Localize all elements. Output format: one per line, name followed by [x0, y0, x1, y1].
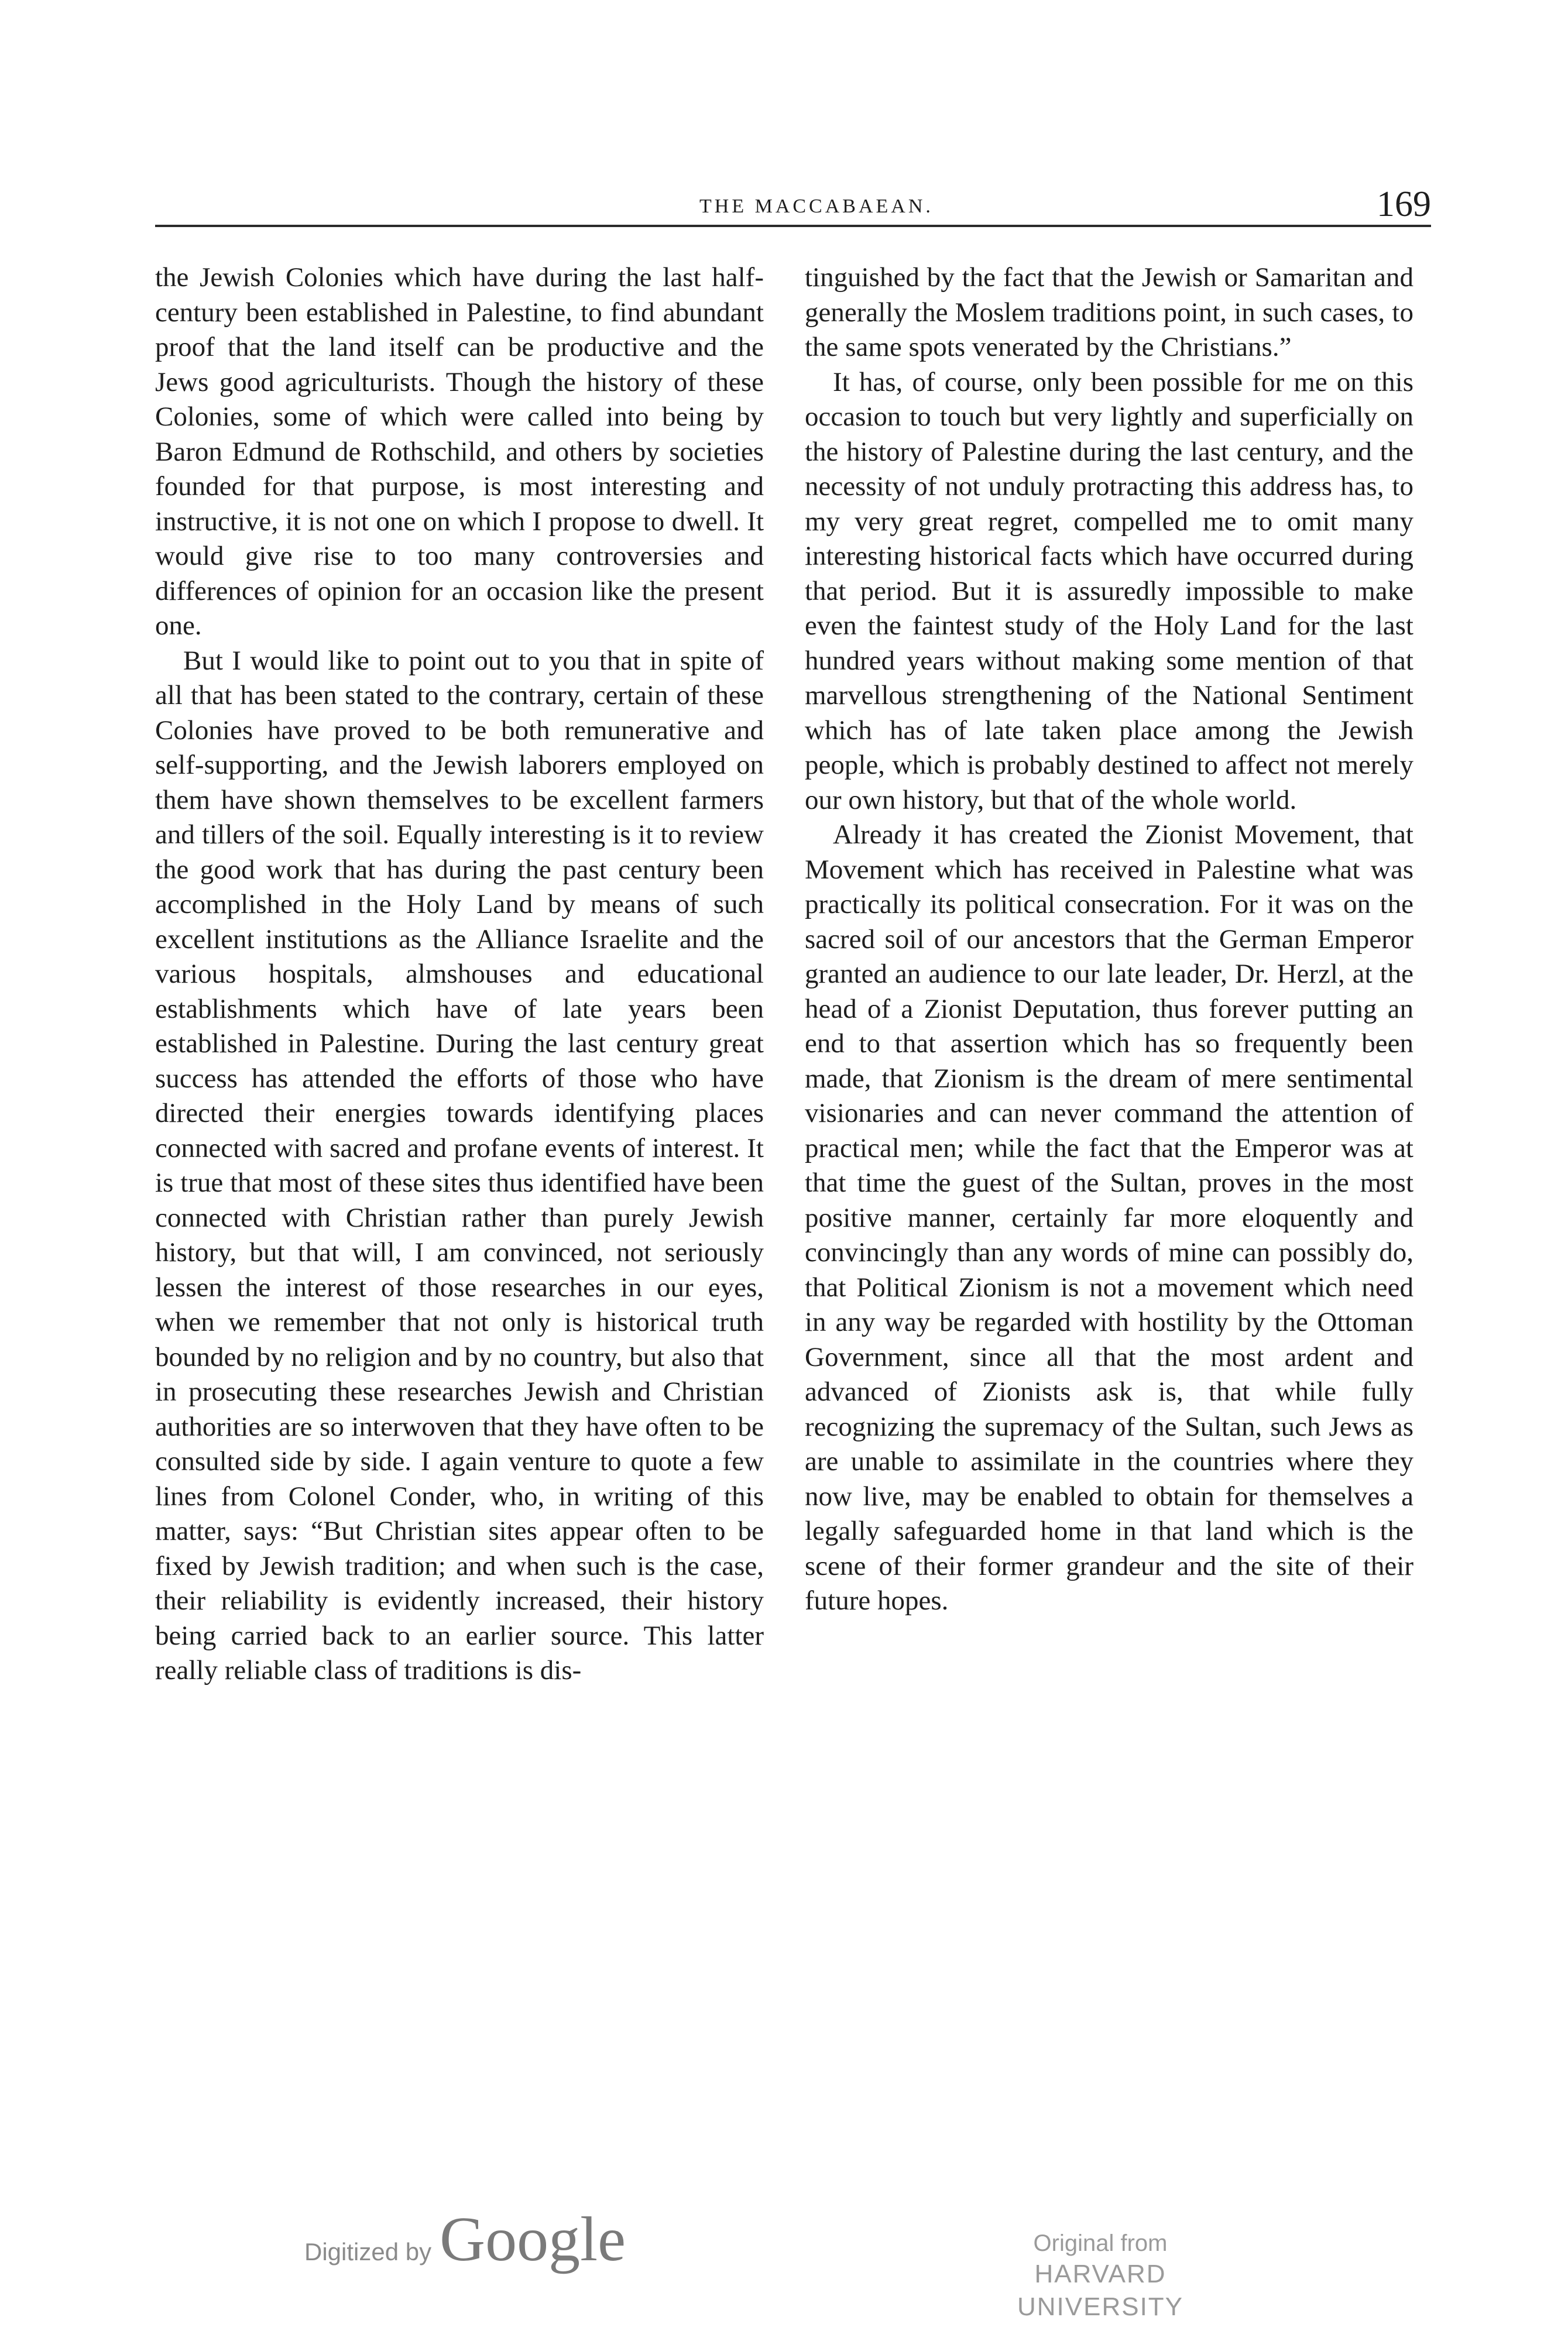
paragraph: tinguished by the fact that the Jewish or Samaritan and generally the Moslem traditions point, in such cases, to the same spots venerated by the Christians.” — [805, 262, 1413, 362]
right-column — [805, 260, 1413, 1619]
institution-label: HARVARD UNIVERSITY — [1017, 2260, 1184, 2321]
left-column — [155, 260, 764, 1688]
paragraph: But I would like to point out to you that in spite of all that has been stated to the contrary, certain of these Colonies have proved to be both remunerative and self-supporting, and the Jewish laborers employed on them have shown themselves to be excellent farmers and tillers of the soil. Equally interesting is it to review the good work that has during the past century been accomplished in the Holy Land by means of such excellent institutions as the Alliance Israelite and the various hospitals, almshouses and educational establishments which have of late years been established in Palestine. During the last century great success has attended the efforts of those who have directed their energies towards identifying places connected with sacred and profane events of interest. It is true that most of these sites thus identified have been connected with Christian rather than purely Jewish history, but that will, I am convinced, not seriously lessen the interest of those researches in our eyes, when we remember that not only is historical truth bounded by no religion and by no country, but also that in prosecuting these researches Jewish and Christian authorities are so interwoven that they have often to be consulted side by side. I again venture to quote a few lines from Colonel Conder, who, in writing of this matter, says: “But Christian sites appear often to be fixed by Jewish tradition; and when such is the case, their reliability is evidently increased, their history being carried back to an earlier source. This latter really reliable class of traditions is dis- — [155, 645, 764, 1686]
paragraph: Already it has created the Zionist Movement, that Movement which has received in Palestine what was practically its political consecration. For it was on the sacred soil of our ancestors that the German Emperor granted an audience to our late leader, Dr. Herzl, at the head of a Zionist Deputation, thus forever putting an end to that assertion which has so frequently been made, that Zionism is the dream of mere sentimental visionaries and can never command the attention of practical men; while the fact that the Emperor was at that time the guest of the Sultan, proves in the most positive manner, certainly far more eloquently and convincingly than any words of mine can possibly do, that Political Zionism is not a movement which need in any way be regarded with hostility by the Ottoman Government, since all that the most ardent and advanced of Zionists ask is, that while fully recognizing the supremacy of the Sultan, such Jews as are unable to assimilate in the countries where they now live, may be enabled to obtain for themselves a legally safeguarded home in that land which is the scene of their former grandeur and the site of their future hopes. — [805, 819, 1413, 1616]
paragraph: It has, of course, only been possible for me on this occasion to touch but very lightly and superficially on the history of Palestine during the last century, and the necessity of not unduly protracting this address has, to my very great regret, compelled me to omit many interesting historical facts which have occurred during that period. But it is assuredly impossible to make even the faintest study of the Holy Land for the last hundred years without making some mention of that marvellous strengthening of the National Sentiment which has of late taken place among the Jewish people, which is probably destined to affect not merely our own history, but that of the whole world. — [805, 366, 1413, 815]
digitized-by-watermark — [304, 2203, 626, 2276]
original-source-watermark — [948, 2229, 1253, 2323]
digitized-by-label: Digitized by — [304, 2238, 432, 2266]
header-rule — [155, 225, 1431, 227]
google-logo: Google — [440, 2205, 626, 2274]
original-from-label: Original from — [1033, 2230, 1168, 2256]
paragraph: the Jewish Colonies which have during the last half-century been established in Palestine, to find abundant proof that the land itself can be productive and the Jews good agriculturists. Though the history of these Colonies, some of which were called into being by Baron Edmund de Rothschild, and others by societies founded for that purpose, is most interesting and instructive, it is not one on which I propose to dwell. It would give rise to too many controversies and differences of opinion for an occasion like the present one. — [155, 262, 764, 641]
page-header — [155, 184, 1431, 235]
page-number: 169 — [1377, 184, 1431, 224]
running-head: THE MACCABAEAN. — [699, 195, 934, 217]
